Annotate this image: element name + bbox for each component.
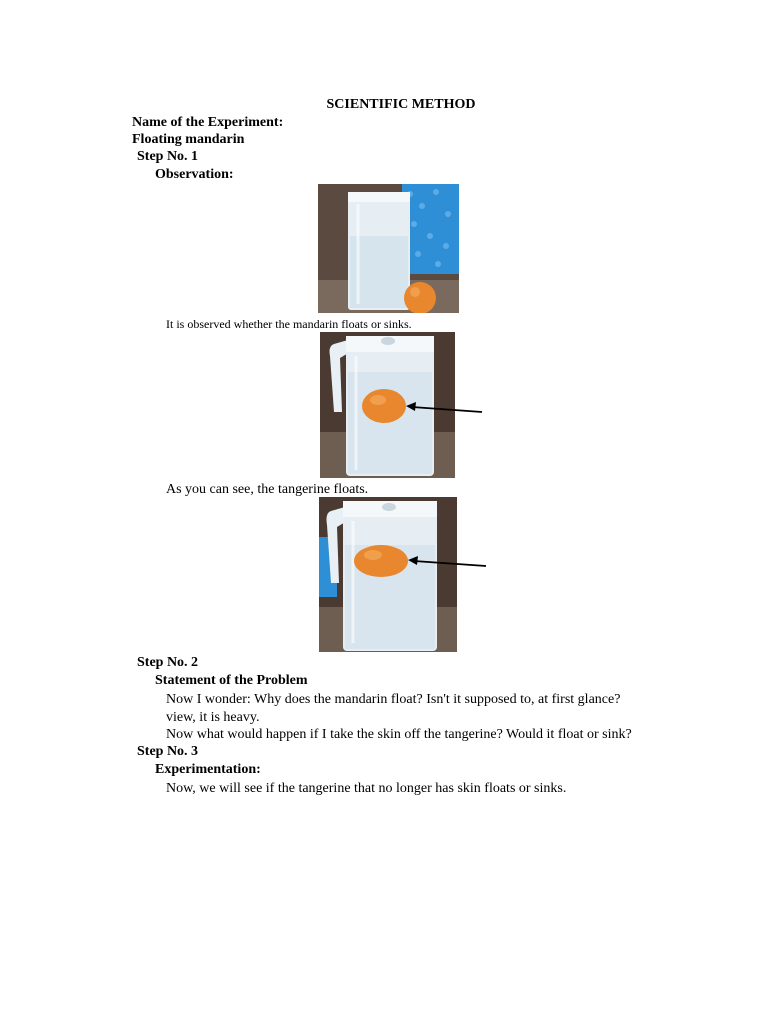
photo-pitcher-with-mandarin-beside [318,184,459,313]
page-title: SCIENTIFIC METHOD [326,97,476,112]
step-3-heading [132,743,198,760]
experimentation-heading [150,761,261,778]
step-1-heading-text: Step No. 1 [137,149,199,164]
step-1-heading [132,148,198,165]
experiment-label: Name of the Experiment: [132,115,284,130]
photo-mandarin-floating-2 [319,497,457,652]
observation-heading-text: Observation: [155,167,234,182]
experimentation-heading-text: Experimentation: [155,762,261,777]
problem-line-3: Now what would happen if I take the skin off the tangerine? Would it float or sink? [166,727,632,742]
problem-heading-text: Statement of the Problem [155,673,308,688]
experiment-name: Floating mandarin [132,132,245,147]
arrow-pointer-2 [406,552,490,572]
step-2-heading [132,654,198,671]
problem-line-1: Now I wonder: Why does the mandarin float? Isn't it supposed to, at first glance? [166,692,621,707]
experimentation-line-1: Now, we will see if the tangerine that no longer has skin floats or sinks. [166,781,567,796]
caption-floats: As you can see, the tangerine floats. [166,482,369,497]
arrow-pointer-1 [404,398,486,418]
problem-line-2: view, it is heavy. [166,710,260,725]
step-2-heading-text: Step No. 2 [137,655,199,670]
observation-heading [150,166,234,183]
problem-heading [150,672,308,689]
caption-observation: It is observed whether the mandarin floats or sinks. [166,317,412,331]
step-3-heading-text: Step No. 3 [137,744,199,759]
